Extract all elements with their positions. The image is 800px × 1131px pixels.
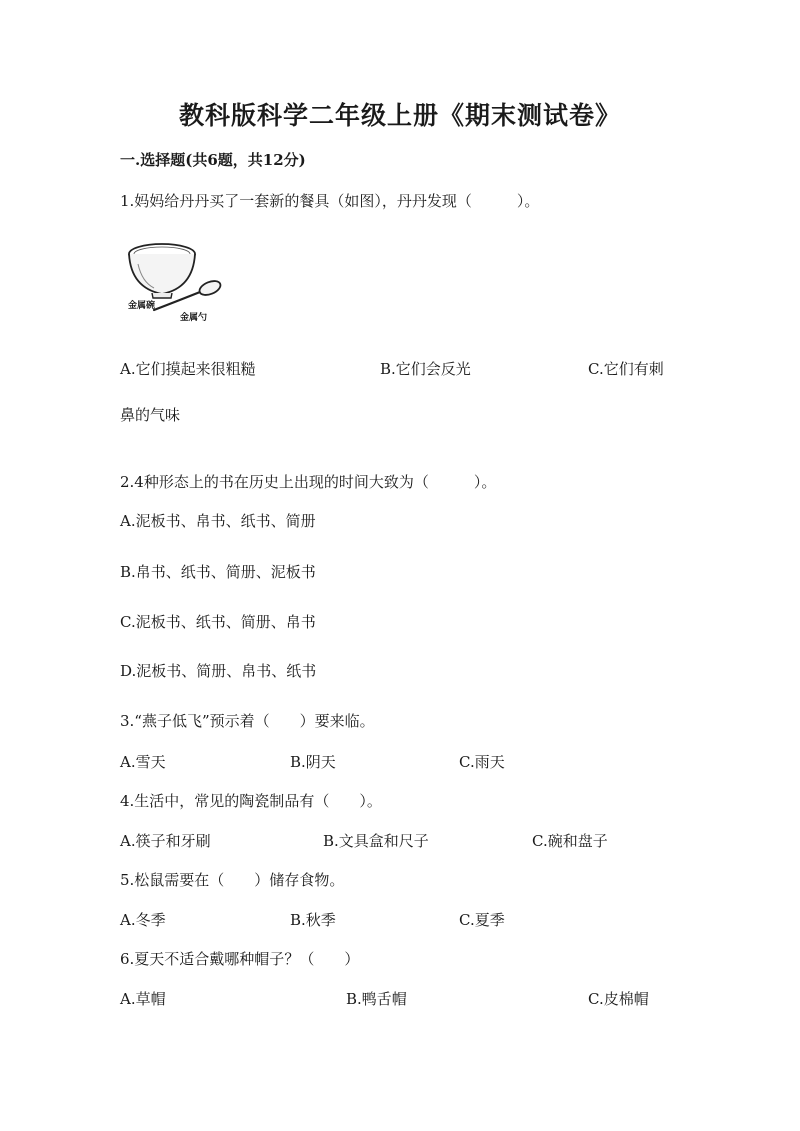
bowl-caption: 金属碗 xyxy=(128,301,156,311)
question-5-stem: 5.松鼠需要在（ ）储存食物。 xyxy=(120,871,345,889)
question-6-option-c[interactable]: C.皮棉帽 xyxy=(588,990,649,1008)
question-1-option-c-continued: 鼻的气味 xyxy=(120,406,181,424)
section-heading: 一.选择题(共6题，共12分) xyxy=(120,151,306,169)
question-5-option-a[interactable]: A.冬季 xyxy=(120,911,166,929)
bowl-and-spoon-illustration xyxy=(124,240,224,324)
question-1-option-b[interactable]: B.它们会反光 xyxy=(380,360,471,378)
page-title: 教科版科学二年级上册《期末测试卷》 xyxy=(178,101,621,130)
question-3-option-a[interactable]: A.雪天 xyxy=(120,753,166,771)
spoon-caption: 金属勺 xyxy=(180,313,208,323)
bowl-body xyxy=(129,254,195,294)
question-4-option-b[interactable]: B.文具盒和尺子 xyxy=(323,832,429,850)
question-1-stem: 1.妈妈给丹丹买了一套新的餐具（如图），丹丹发现（ ）。 xyxy=(120,192,540,210)
question-4-option-a[interactable]: A.筷子和牙刷 xyxy=(120,832,211,850)
question-3-stem: 3.“燕子低飞”预示着（ ）要来临。 xyxy=(120,712,375,730)
question-1-option-a[interactable]: A.它们摸起来很粗糙 xyxy=(120,360,256,378)
spoon-head xyxy=(198,278,223,297)
question-3-option-c[interactable]: C.雨天 xyxy=(459,753,505,771)
question-2-option-c[interactable]: C.泥板书、纸书、简册、帛书 xyxy=(120,613,316,631)
question-2-option-b[interactable]: B.帛书、纸书、简册、泥板书 xyxy=(120,563,316,581)
question-4-option-c[interactable]: C.碗和盘子 xyxy=(532,832,608,850)
question-6-stem: 6.夏天不适合戴哪种帽子？（ ） xyxy=(120,950,360,968)
question-2-option-d[interactable]: D.泥板书、简册、帛书、纸书 xyxy=(120,662,317,680)
question-2-stem: 2.4种形态上的书在历史上出现的时间大致为（ ）。 xyxy=(120,473,497,491)
question-5-option-c[interactable]: C.夏季 xyxy=(459,911,505,929)
question-5-option-b[interactable]: B.秋季 xyxy=(290,911,336,929)
question-3-option-b[interactable]: B.阴天 xyxy=(290,753,336,771)
tableware-figure xyxy=(124,240,224,324)
question-6-option-b[interactable]: B.鸭舌帽 xyxy=(346,990,407,1008)
question-1-option-c[interactable]: C.它们有刺 xyxy=(588,360,664,378)
question-6-option-a[interactable]: A.草帽 xyxy=(120,990,166,1008)
question-2-option-a[interactable]: A.泥板书、帛书、纸书、简册 xyxy=(120,512,316,530)
question-4-stem: 4.生活中，常见的陶瓷制品有（ ）。 xyxy=(120,792,382,810)
